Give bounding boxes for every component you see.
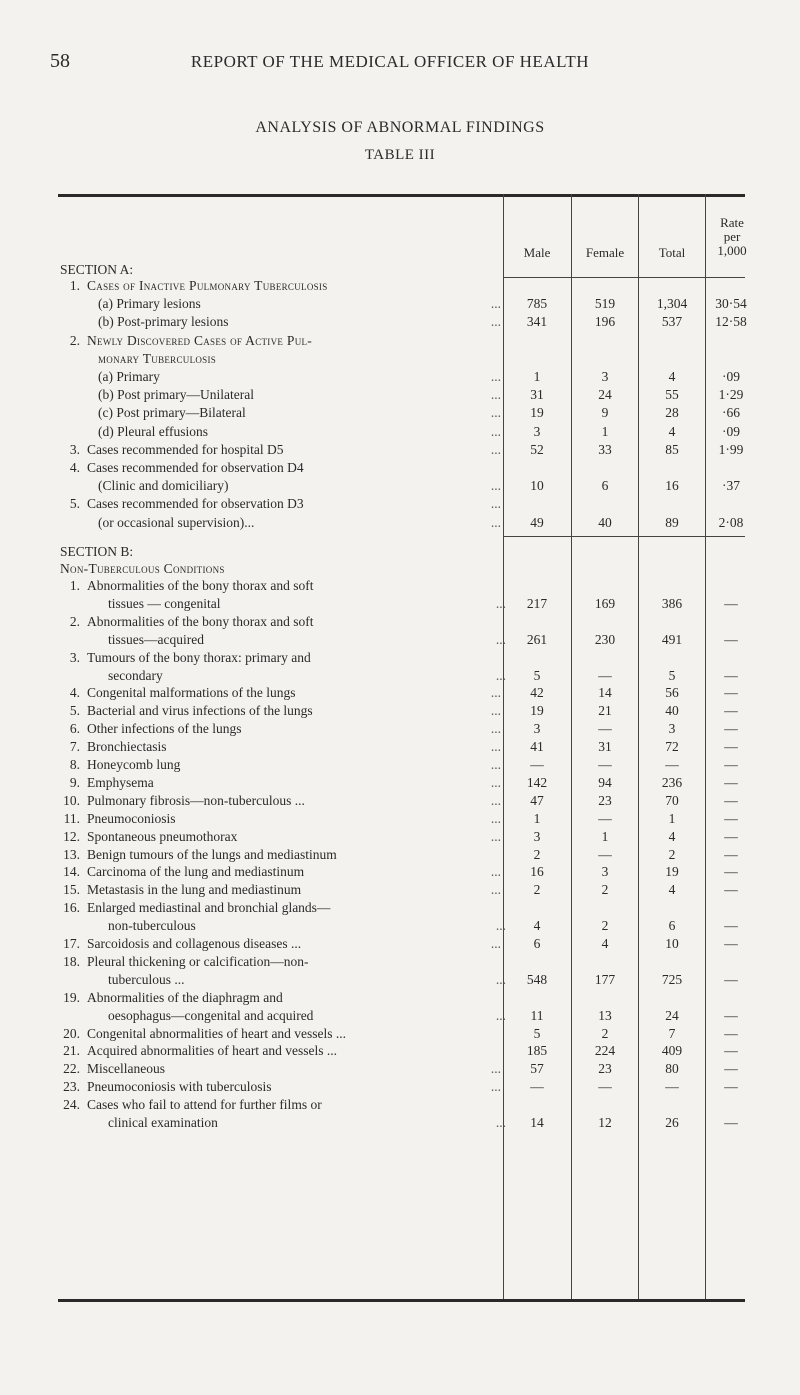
cell-male: 6 bbox=[533, 936, 541, 951]
row-number: 5. bbox=[69, 496, 80, 512]
row-label: Metastasis in the lung and mediastinum bbox=[87, 882, 302, 898]
row-label: Pleural thickening or calcification—non- bbox=[87, 953, 309, 969]
column-header-female: Female bbox=[585, 245, 625, 260]
leader-dots: ... bbox=[490, 792, 501, 808]
cell-total: 6 bbox=[668, 918, 676, 934]
row-label: Emphysema bbox=[87, 774, 154, 790]
table-row bbox=[0, 494, 800, 514]
row-label: Abnormalities of the bony thorax and soft bbox=[87, 578, 314, 593]
leader-dots: ... bbox=[490, 828, 501, 844]
cell-male: 16 bbox=[530, 864, 544, 880]
row-label: secondary bbox=[108, 667, 163, 683]
row-label: (d) Pleural effusions bbox=[98, 423, 208, 439]
cell-rate: — bbox=[724, 810, 738, 826]
cell-total: 56 bbox=[665, 685, 679, 701]
leader-dots: ... bbox=[490, 441, 501, 457]
row-label: non-tuberculous bbox=[108, 918, 196, 934]
leader-dots: ... bbox=[490, 387, 501, 403]
cell-total: 5 bbox=[668, 667, 676, 683]
cell-rate: — bbox=[724, 757, 738, 772]
leader-dots: ... bbox=[490, 882, 501, 898]
cell-female: 12 bbox=[598, 1115, 612, 1130]
cell-total: 4 bbox=[668, 828, 676, 844]
row-label: (b) Post-primary lesions bbox=[98, 314, 229, 330]
leader-dots: ... bbox=[490, 314, 501, 330]
row-label: Acquired abnormalities of heart and vessels ... bbox=[87, 1043, 338, 1059]
cell-female: 23 bbox=[598, 1061, 612, 1077]
leader-dots: ... bbox=[490, 739, 501, 755]
cell-female: 6 bbox=[601, 478, 609, 494]
leader-dots: ... bbox=[490, 810, 501, 826]
row-label: Newly Discovered Cases of Active Pul- bbox=[87, 332, 313, 348]
row-label: Bacterial and virus infections of the lungs bbox=[87, 703, 313, 719]
cell-rate: — bbox=[724, 918, 738, 934]
row-label: tuberculous ... bbox=[108, 971, 185, 987]
cell-female: 230 bbox=[594, 631, 616, 647]
table-row bbox=[0, 403, 800, 423]
row-number: 14. bbox=[63, 864, 80, 880]
row-number: 18. bbox=[63, 953, 80, 969]
cell-male: 217 bbox=[526, 595, 548, 611]
cell-rate: — bbox=[724, 1079, 738, 1095]
cell-female: 196 bbox=[594, 314, 616, 330]
cell-total: 24 bbox=[665, 1007, 679, 1023]
leader-dots: ... bbox=[490, 703, 501, 719]
cell-rate: — bbox=[724, 864, 738, 880]
row-label: (a) Primary lesions bbox=[98, 296, 201, 312]
section-b-subtitle: Non-Tuberculous Conditions bbox=[60, 561, 225, 576]
row-number: 3. bbox=[69, 649, 80, 665]
cell-total: 16 bbox=[665, 478, 679, 494]
cell-total: 80 bbox=[665, 1061, 679, 1077]
cell-male: 47 bbox=[530, 792, 544, 808]
leader-dots: ... bbox=[490, 685, 501, 701]
cell-male: — bbox=[530, 757, 544, 772]
row-label: Miscellaneous bbox=[87, 1061, 165, 1077]
cell-male: 185 bbox=[526, 1043, 548, 1059]
row-number: 22. bbox=[63, 1061, 80, 1077]
leader-dots: ... bbox=[490, 864, 501, 880]
row-label: Tumours of the bony thorax: primary and bbox=[87, 649, 311, 665]
leader-dots: ... bbox=[490, 936, 501, 951]
row-label: oesophagus—congenital and acquired bbox=[108, 1007, 314, 1023]
row-label: Other infections of the lungs bbox=[87, 721, 242, 737]
row-label: (a) Primary bbox=[98, 369, 160, 384]
cell-total: 236 bbox=[661, 774, 683, 790]
leader-dots: ... bbox=[490, 296, 501, 312]
table-row bbox=[0, 385, 800, 405]
row-number: 9. bbox=[69, 774, 80, 790]
cell-male: 42 bbox=[530, 685, 544, 701]
cell-female: 14 bbox=[598, 685, 612, 701]
row-number: 10. bbox=[63, 792, 80, 808]
cell-male: 548 bbox=[526, 971, 548, 987]
cell-total: 40 bbox=[665, 703, 679, 719]
cell-total: 386 bbox=[661, 595, 683, 611]
cell-rate: — bbox=[724, 936, 738, 951]
cell-male: 3 bbox=[533, 828, 541, 844]
cell-male: 52 bbox=[530, 441, 544, 457]
cell-female: — bbox=[598, 721, 612, 737]
cell-male: 2 bbox=[533, 882, 541, 898]
cell-female: 3 bbox=[601, 864, 609, 880]
table-row bbox=[0, 367, 800, 387]
cell-male: 10 bbox=[530, 478, 544, 494]
row-label: Honeycomb lung bbox=[87, 757, 181, 772]
cell-total: 537 bbox=[661, 314, 683, 330]
table-row bbox=[0, 422, 800, 442]
cell-total: 3 bbox=[668, 721, 676, 737]
cell-male: 31 bbox=[530, 387, 544, 403]
cell-rate: ·09 bbox=[722, 369, 740, 384]
cell-total: 4 bbox=[668, 882, 676, 898]
row-label: Cases recommended for observation D4 bbox=[87, 460, 304, 475]
cell-female: 169 bbox=[594, 595, 616, 611]
section-a-title: SECTION A: bbox=[60, 262, 134, 277]
row-label: Cases of Inactive Pulmonary Tuberculosis bbox=[87, 278, 328, 293]
cell-total: 409 bbox=[661, 1043, 683, 1059]
cell-female: 1 bbox=[601, 828, 609, 844]
cell-male: 19 bbox=[530, 703, 544, 719]
cell-rate: — bbox=[724, 595, 738, 611]
cell-female: 13 bbox=[598, 1007, 612, 1023]
cell-female: — bbox=[598, 846, 612, 862]
cell-female: — bbox=[598, 667, 612, 683]
cell-male: 261 bbox=[526, 631, 548, 647]
row-number: 11. bbox=[63, 810, 80, 826]
cell-total: 85 bbox=[665, 441, 679, 457]
row-label: Cases who fail to attend for further films or bbox=[87, 1097, 322, 1113]
table-row bbox=[0, 312, 800, 332]
row-label: (c) Post primary—Bilateral bbox=[98, 405, 246, 421]
row-label: Pneumoconiosis bbox=[87, 810, 176, 826]
cell-rate: — bbox=[724, 1115, 738, 1130]
cell-rate: — bbox=[724, 631, 738, 647]
row-label: Abnormalities of the bony thorax and soft bbox=[87, 613, 314, 629]
section-b-title: SECTION B: bbox=[60, 544, 134, 559]
cell-male: 3 bbox=[533, 423, 541, 439]
cell-male: 341 bbox=[526, 314, 548, 330]
cell-rate: — bbox=[724, 1007, 738, 1023]
leader-dots: ... bbox=[495, 1007, 506, 1023]
leader-dots: ... bbox=[490, 1079, 501, 1095]
row-label: Sarcoidosis and collagenous diseases ... bbox=[87, 936, 302, 951]
cell-male: 5 bbox=[533, 667, 541, 683]
cell-male: 41 bbox=[530, 739, 544, 755]
row-number: 7. bbox=[69, 739, 80, 755]
row-number: 12. bbox=[63, 828, 80, 844]
table-row bbox=[0, 440, 800, 460]
table-row bbox=[0, 331, 800, 351]
cell-female: 24 bbox=[598, 387, 612, 403]
cell-female: 21 bbox=[598, 703, 612, 719]
row-label: (Clinic and domiciliary) bbox=[98, 478, 229, 494]
cell-rate: ·09 bbox=[722, 423, 740, 439]
leader-dots: ... bbox=[495, 595, 506, 611]
column-header-rate bbox=[706, 216, 758, 258]
row-number: 6. bbox=[69, 721, 80, 737]
table-row bbox=[0, 276, 800, 296]
cell-female: 224 bbox=[594, 1043, 616, 1059]
row-number: 1. bbox=[69, 578, 80, 593]
row-number: 17. bbox=[63, 936, 80, 951]
cell-male: 19 bbox=[530, 405, 544, 421]
row-number: 23. bbox=[63, 1079, 80, 1095]
row-number: 19. bbox=[63, 989, 80, 1005]
table-subheading: TABLE III bbox=[364, 147, 436, 163]
leader-dots: ... bbox=[490, 757, 501, 772]
cell-total: 7 bbox=[668, 1025, 676, 1041]
cell-rate: — bbox=[724, 739, 738, 755]
cell-total: 2 bbox=[668, 846, 676, 862]
cell-male: 142 bbox=[526, 774, 548, 790]
cell-male: 785 bbox=[526, 296, 548, 312]
cell-rate: — bbox=[724, 703, 738, 719]
leader-dots: ... bbox=[490, 774, 501, 790]
cell-rate: — bbox=[724, 721, 738, 737]
cell-rate: — bbox=[724, 685, 738, 701]
row-number: 2. bbox=[69, 613, 80, 629]
row-number: 4. bbox=[69, 685, 80, 701]
cell-total: 10 bbox=[665, 936, 679, 951]
cell-rate: — bbox=[724, 1025, 738, 1041]
table-top-rule bbox=[58, 194, 745, 197]
row-label: Congenital abnormalities of heart and vessels ... bbox=[87, 1025, 347, 1041]
cell-rate: — bbox=[724, 1043, 738, 1059]
cell-female: 40 bbox=[598, 514, 612, 530]
table-row bbox=[0, 294, 800, 314]
leader-dots: ... bbox=[490, 514, 501, 530]
cell-total: 72 bbox=[665, 739, 679, 755]
row-label: tissues—acquired bbox=[108, 631, 204, 647]
cell-female: 23 bbox=[598, 792, 612, 808]
cell-total: 55 bbox=[665, 387, 679, 403]
row-number: 3. bbox=[69, 441, 80, 457]
rate-header-line: 1,000 bbox=[717, 243, 747, 258]
row-number: 8. bbox=[69, 757, 80, 772]
row-label: (or occasional supervision)... bbox=[98, 514, 255, 530]
cell-female: 1 bbox=[601, 423, 609, 439]
cell-total: 491 bbox=[661, 631, 683, 647]
cell-rate: — bbox=[724, 1061, 738, 1077]
cell-female: — bbox=[598, 757, 612, 772]
leader-dots: ... bbox=[490, 1061, 501, 1077]
table-row bbox=[0, 349, 800, 369]
leader-dots: ... bbox=[490, 369, 501, 384]
running-title: REPORT OF THE MEDICAL OFFICER OF HEALTH bbox=[190, 52, 590, 71]
row-label: Benign tumours of the lungs and mediastinum bbox=[87, 846, 337, 862]
leader-dots: ... bbox=[495, 667, 506, 683]
cell-female: 4 bbox=[601, 936, 609, 951]
row-number: 20. bbox=[63, 1025, 80, 1041]
cell-rate: 2·08 bbox=[718, 514, 744, 530]
cell-rate: — bbox=[724, 882, 738, 898]
section-rule bbox=[503, 536, 745, 537]
cell-male: 11 bbox=[530, 1007, 544, 1023]
cell-rate: ·66 bbox=[722, 405, 740, 421]
leader-dots: ... bbox=[495, 1115, 506, 1130]
cell-rate: — bbox=[724, 667, 738, 683]
row-number: 21. bbox=[63, 1043, 80, 1059]
cell-rate: — bbox=[724, 828, 738, 844]
cell-female: 3 bbox=[601, 369, 609, 384]
cell-female: — bbox=[598, 810, 612, 826]
cell-rate: — bbox=[724, 774, 738, 790]
column-header-male: Male bbox=[523, 245, 551, 260]
rate-header-line: per bbox=[723, 229, 741, 244]
cell-rate: — bbox=[724, 971, 738, 987]
row-number: 16. bbox=[63, 900, 80, 916]
row-label: clinical examination bbox=[108, 1115, 218, 1130]
cell-male: — bbox=[530, 1079, 544, 1095]
leader-dots: ... bbox=[490, 405, 501, 421]
row-label: monary Tuberculosis bbox=[98, 350, 217, 366]
cell-male: 4 bbox=[533, 918, 541, 934]
row-number: 13. bbox=[63, 846, 80, 862]
cell-female: 31 bbox=[598, 739, 612, 755]
rate-header-line: Rate bbox=[720, 215, 744, 230]
row-number: 4. bbox=[69, 460, 80, 475]
running-head bbox=[50, 50, 730, 72]
row-label: Abnormalities of the diaphragm and bbox=[87, 989, 283, 1005]
cell-total: 4 bbox=[668, 423, 676, 439]
row-number: 1. bbox=[69, 278, 80, 293]
cell-female: 177 bbox=[594, 971, 616, 987]
cell-total: 1,304 bbox=[656, 296, 688, 312]
row-number: 15. bbox=[63, 882, 80, 898]
row-label: Cases recommended for hospital D5 bbox=[87, 441, 284, 457]
row-label: Carcinoma of the lung and mediastinum bbox=[87, 864, 305, 880]
leader-dots: ... bbox=[495, 631, 506, 647]
cell-rate: 1·99 bbox=[718, 441, 744, 457]
cell-total: 1 bbox=[668, 810, 676, 826]
cell-total: 4 bbox=[668, 369, 676, 384]
leader-dots: ... bbox=[495, 971, 506, 987]
cell-male: 2 bbox=[533, 846, 541, 862]
cell-total: 28 bbox=[665, 405, 679, 421]
row-label: Pneumoconiosis with tuberculosis bbox=[87, 1079, 272, 1095]
cell-rate: 12·58 bbox=[715, 314, 747, 330]
cell-female: 2 bbox=[601, 918, 609, 934]
cell-male: 5 bbox=[533, 1025, 541, 1041]
table-row bbox=[0, 458, 800, 478]
row-label: tissues — congenital bbox=[108, 595, 221, 611]
row-label: Spontaneous pneumothorax bbox=[87, 828, 238, 844]
cell-total: 70 bbox=[665, 792, 679, 808]
cell-female: 519 bbox=[594, 296, 616, 312]
table-row bbox=[0, 1113, 800, 1133]
cell-female: 9 bbox=[601, 405, 609, 421]
row-label: Enlarged mediastinal and bronchial glands— bbox=[87, 900, 331, 916]
cell-rate: ·37 bbox=[722, 478, 740, 494]
cell-male: 57 bbox=[530, 1061, 544, 1077]
row-label: Pulmonary fibrosis—non-tuberculous ... bbox=[87, 792, 305, 808]
cell-total: 19 bbox=[665, 864, 679, 880]
cell-total: 725 bbox=[661, 971, 683, 987]
cell-male: 49 bbox=[530, 514, 544, 530]
table-row bbox=[0, 513, 800, 533]
row-number: 2. bbox=[69, 332, 80, 348]
leader-dots: ... bbox=[490, 721, 501, 737]
cell-rate: 30·54 bbox=[715, 296, 747, 312]
table-heading: ANALYSIS OF ABNORMAL FINDINGS bbox=[255, 119, 545, 136]
page-number: 58 bbox=[50, 50, 70, 72]
cell-total: — bbox=[665, 757, 679, 772]
column-header-total: Total bbox=[658, 245, 686, 260]
cell-rate: — bbox=[724, 846, 738, 862]
leader-dots: ... bbox=[490, 478, 501, 494]
cell-male: 3 bbox=[533, 721, 541, 737]
cell-female: 2 bbox=[601, 882, 609, 898]
cell-female: — bbox=[598, 1079, 612, 1095]
leader-dots: ... bbox=[490, 423, 501, 439]
cell-rate: — bbox=[724, 792, 738, 808]
cell-total: — bbox=[665, 1079, 679, 1095]
leader-dots: ... bbox=[495, 918, 506, 934]
cell-female: 94 bbox=[598, 774, 612, 790]
cell-male: 1 bbox=[533, 369, 541, 384]
row-label: Cases recommended for observation D3 bbox=[87, 496, 304, 512]
cell-male: 1 bbox=[533, 810, 541, 826]
cell-male: 14 bbox=[530, 1115, 544, 1130]
table-bottom-rule bbox=[58, 1299, 745, 1302]
leader-dots: ... bbox=[490, 496, 501, 512]
row-label: Bronchiectasis bbox=[87, 739, 167, 755]
row-label: Congenital malformations of the lungs bbox=[87, 685, 296, 701]
cell-rate: 1·29 bbox=[718, 387, 744, 403]
cell-female: 2 bbox=[601, 1025, 609, 1041]
row-number: 24. bbox=[63, 1097, 80, 1113]
cell-total: 26 bbox=[665, 1115, 679, 1130]
cell-female: 33 bbox=[598, 441, 612, 457]
row-label: (b) Post primary—Unilateral bbox=[98, 387, 254, 403]
row-number: 5. bbox=[69, 703, 80, 719]
table-row bbox=[0, 476, 800, 496]
cell-total: 89 bbox=[665, 514, 679, 530]
